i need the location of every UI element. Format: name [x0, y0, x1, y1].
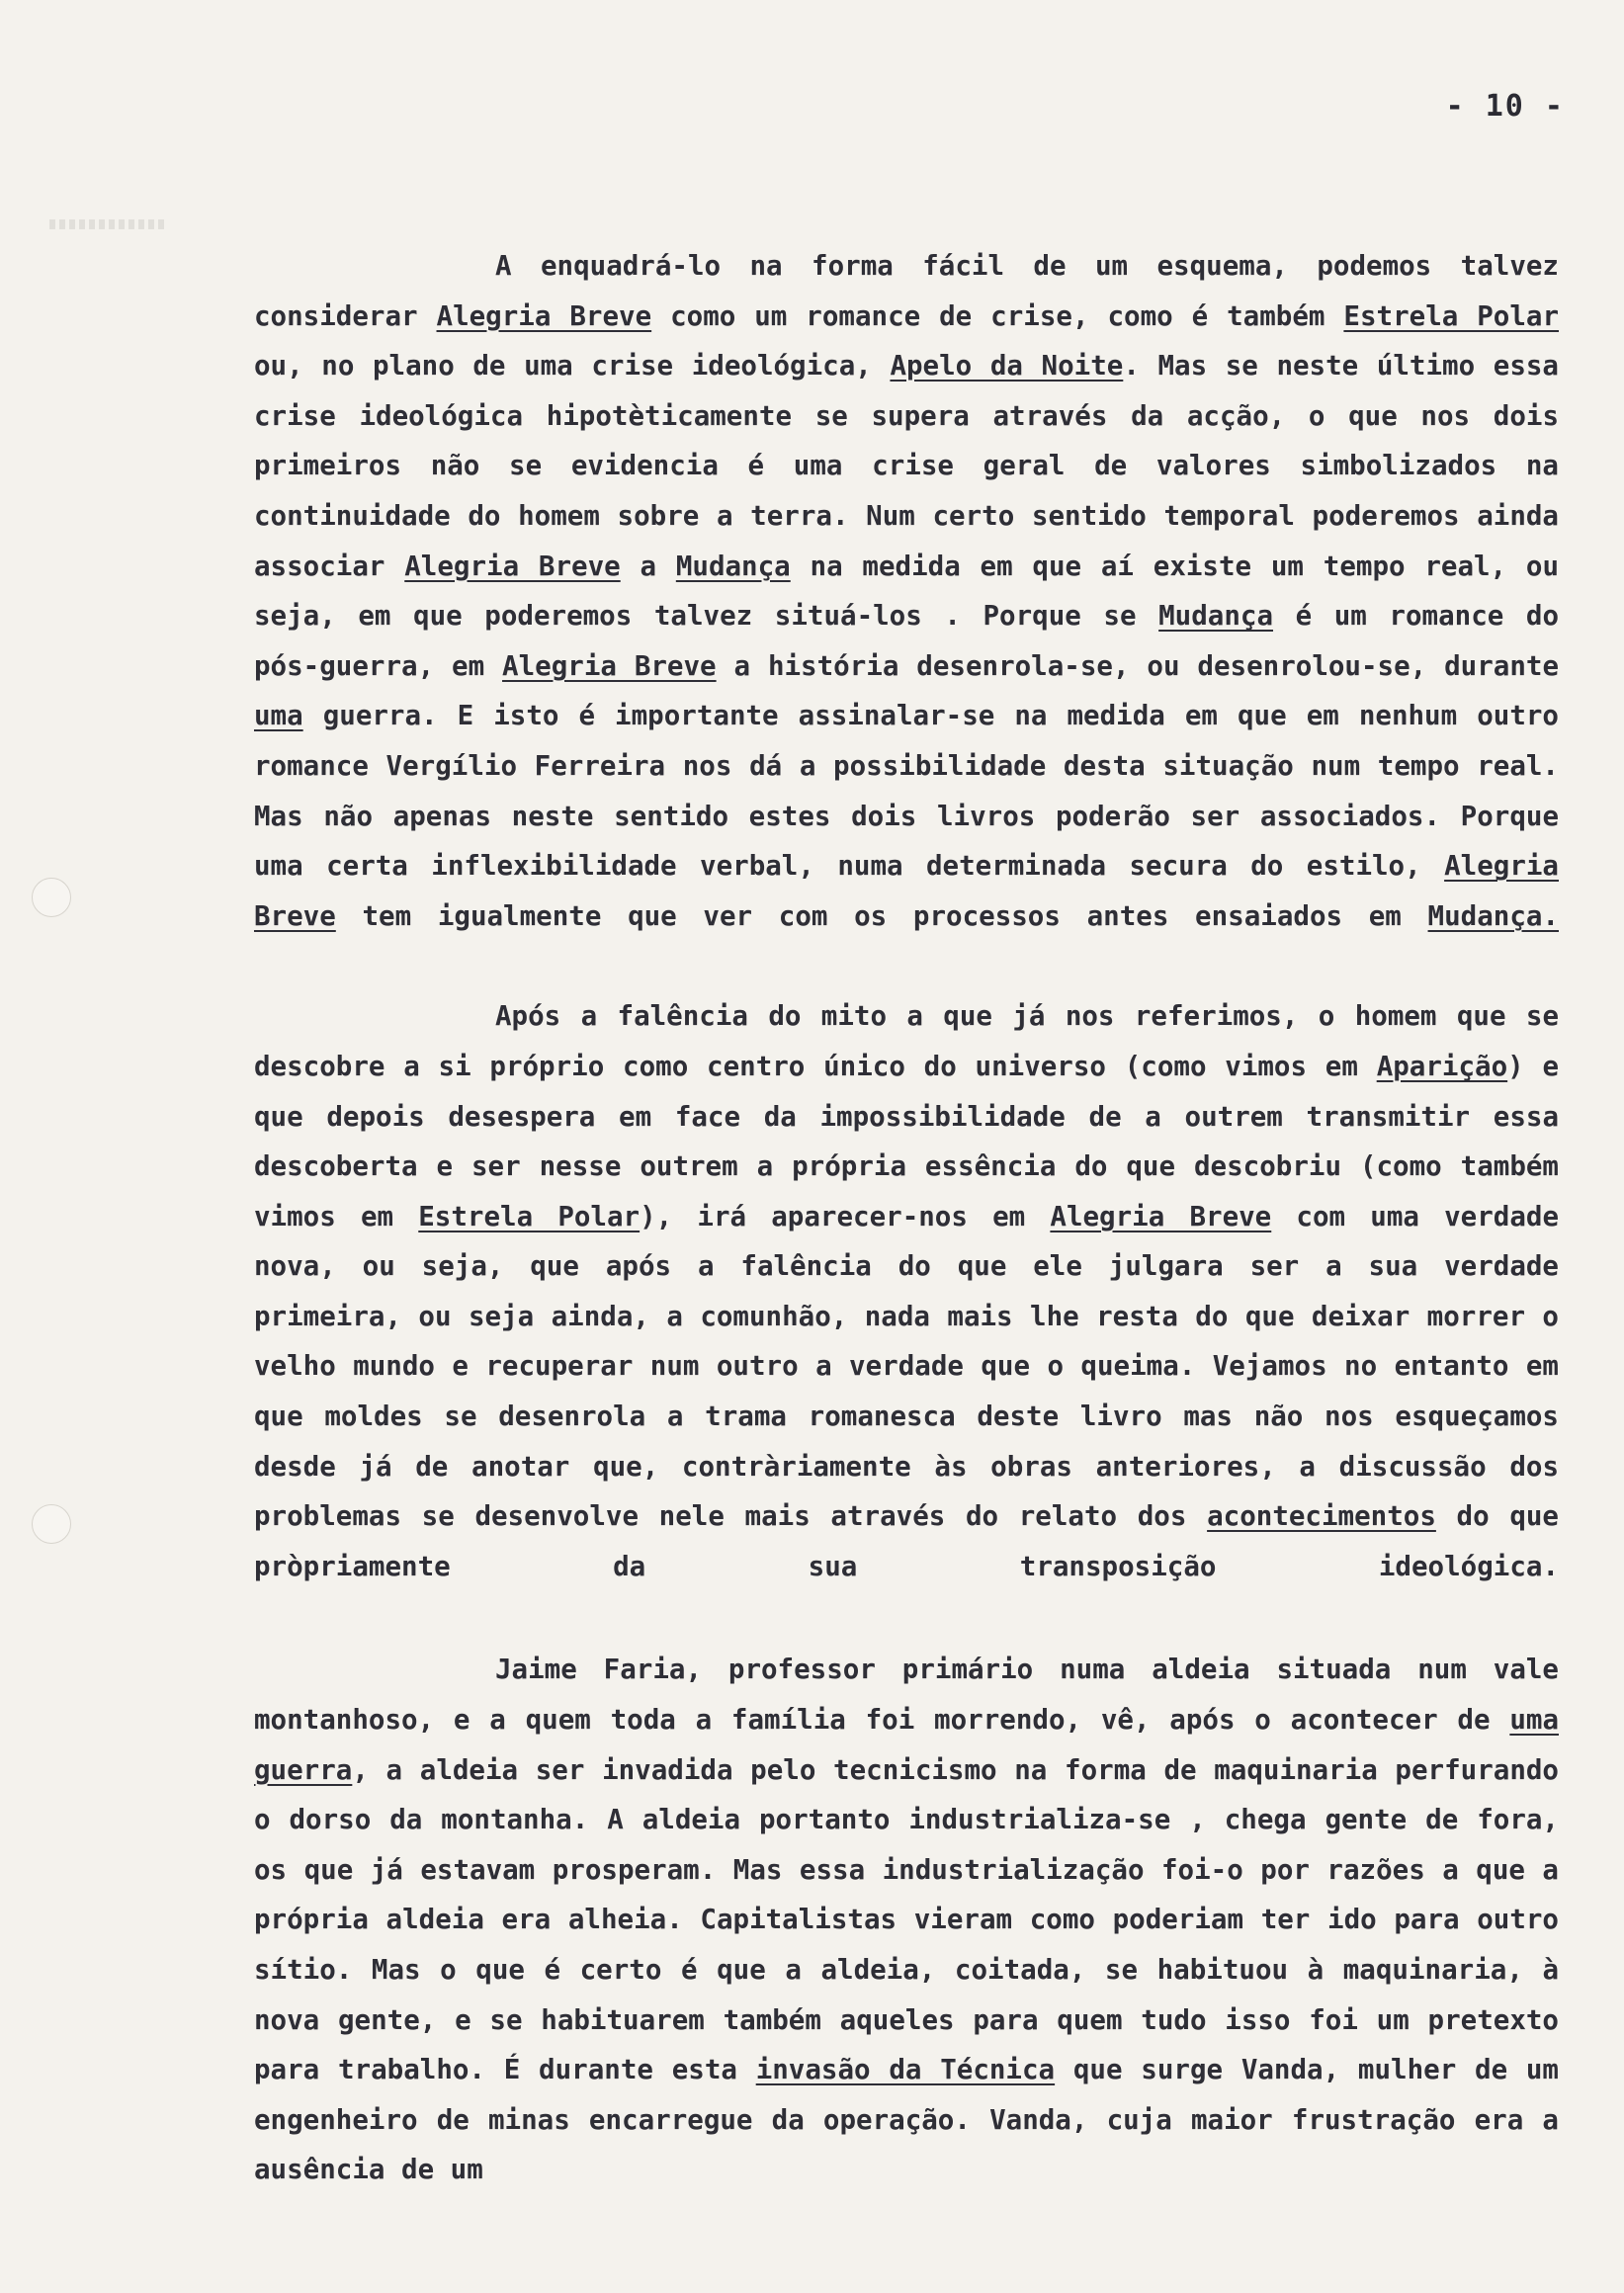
- paragraph-3: [254, 1645, 1559, 2195]
- text-run: . Mas se neste último essa crise ideológica hipotèticamente se supera através da acção, o que nos dois primeiros não se evidencia é uma crise geral de valores simbolizados na continuidade do homem sobre a terra. Num certo sentido temporal poderemos ainda associar: [254, 350, 1559, 582]
- underlined-title: Mudança.: [1427, 899, 1559, 932]
- punch-hole-top: [32, 878, 71, 917]
- text-run: Jaime Faria, professor primário numa aldeia situada num vale montanhoso, e a quem toda a família foi morrendo, vê, após o acontecer de: [254, 1654, 1559, 1737]
- body-text: [254, 241, 1559, 2195]
- text-run: , a aldeia ser invadida pelo tecnicismo na forma de maquinaria perfurando o dorso da montanha. A aldeia portanto industrializa-se , chega gente de fora, os que já estavam prosperam. Mas essa industrialização foi-o por razões a que a própria aldeia era alheia. Capitalistas vieram como poderiam ter ido para outro sítio. Mas o que é certo é que a aldeia, coitada, se habituou à maquinaria, à nova gente, e se habituarem também aqueles para quem tudo isso foi um pretexto para trabalho. É durante esta: [254, 1753, 1559, 2086]
- underlined-title: uma: [254, 700, 303, 732]
- text-run: a: [620, 550, 676, 582]
- underlined-title: Estrela Polar: [1343, 299, 1560, 332]
- underlined-title: Aparição: [1376, 1050, 1508, 1082]
- text-run: é um romance do pós-guerra, em: [254, 600, 1559, 682]
- underlined-title: Alegria Breve: [404, 550, 621, 582]
- margin-smudge: [49, 219, 168, 229]
- text-run: guerra. E isto é importante assinalar-se na medida em que em nenhum outro romance Vergílio Ferreira nos dá a possibilidade desta situação num tempo real. Mas não apenas neste sentido estes dois livros poderão ser associados. Porque uma certa inflexibilidade verbal, numa determinada secura do estilo,: [254, 700, 1559, 883]
- underlined-title: Alegria Breve: [254, 850, 1559, 932]
- text-run: ), irá aparecer-nos em: [640, 1200, 1051, 1232]
- paragraph-2: [254, 991, 1559, 1591]
- underlined-title: Mudança: [1158, 600, 1274, 633]
- text-run: como um romance de crise, como é também: [651, 299, 1344, 332]
- text-run: com uma verdade nova, ou seja, que após a falência do que ele julgara ser a sua verdade primeira, ou seja ainda, a comunhão, nada mais lhe resta do que deixar morrer o velho mundo e recuperar num outro a verdade que o queima. Vejamos no entanto em que moldes se desenrola a trama romanesca deste livro mas não nos esqueçamos desde já de anotar que, contràriamente às obras anteriores, a discussão dos problemas se desenvolve nele mais através do relato dos: [254, 1200, 1560, 1533]
- underlined-title: Mudança: [675, 550, 791, 582]
- text-run: do que pròpriamente da sua transposição ideológica.: [254, 1500, 1559, 1582]
- underlined-title: uma guerra: [254, 1704, 1559, 1786]
- underlined-title: invasão da Técnica: [755, 2054, 1056, 2086]
- punch-hole-bottom: [32, 1504, 71, 1544]
- underlined-title: Estrela Polar: [418, 1200, 641, 1232]
- underlined-title: Alegria Breve: [436, 299, 652, 332]
- page-number: - 10 -: [1445, 89, 1565, 124]
- underlined-title: Alegria Breve: [502, 649, 717, 682]
- text-run: tem igualmente que ver com os processos antes ensaiados em: [335, 899, 1428, 932]
- text-run: ou, no plano de uma crise ideológica,: [254, 350, 891, 382]
- text-run: A enquadrá-lo na forma fácil de um esquema, podemos talvez considerar: [254, 250, 1559, 332]
- text-run: Após a falência do mito a que já nos referimos, o homem que se descobre a si próprio como centro único do universo (como vimos em: [254, 1000, 1559, 1082]
- text-run: que surge Vanda, mulher de um engenheiro de minas encarregue da operação. Vanda, cuja maior frustração era a ausência de um: [254, 2054, 1559, 2186]
- text-run: ) e que depois desespera em face da impossibilidade de a outrem transmitir essa descoberta e ser nesse outrem a própria essência do que descobriu (como também vimos em: [254, 1050, 1560, 1232]
- underlined-title: Apelo da Noite: [890, 350, 1124, 382]
- text-run: na medida em que aí existe um tempo real, ou seja, em que poderemos talvez situá-los . Porque se: [254, 550, 1560, 633]
- underlined-title: Alegria Breve: [1050, 1200, 1272, 1232]
- paragraph-1: [254, 241, 1559, 941]
- underlined-title: acontecimentos: [1207, 1500, 1436, 1533]
- text-run: a história desenrola-se, ou desenrolou-se, durante: [716, 649, 1559, 682]
